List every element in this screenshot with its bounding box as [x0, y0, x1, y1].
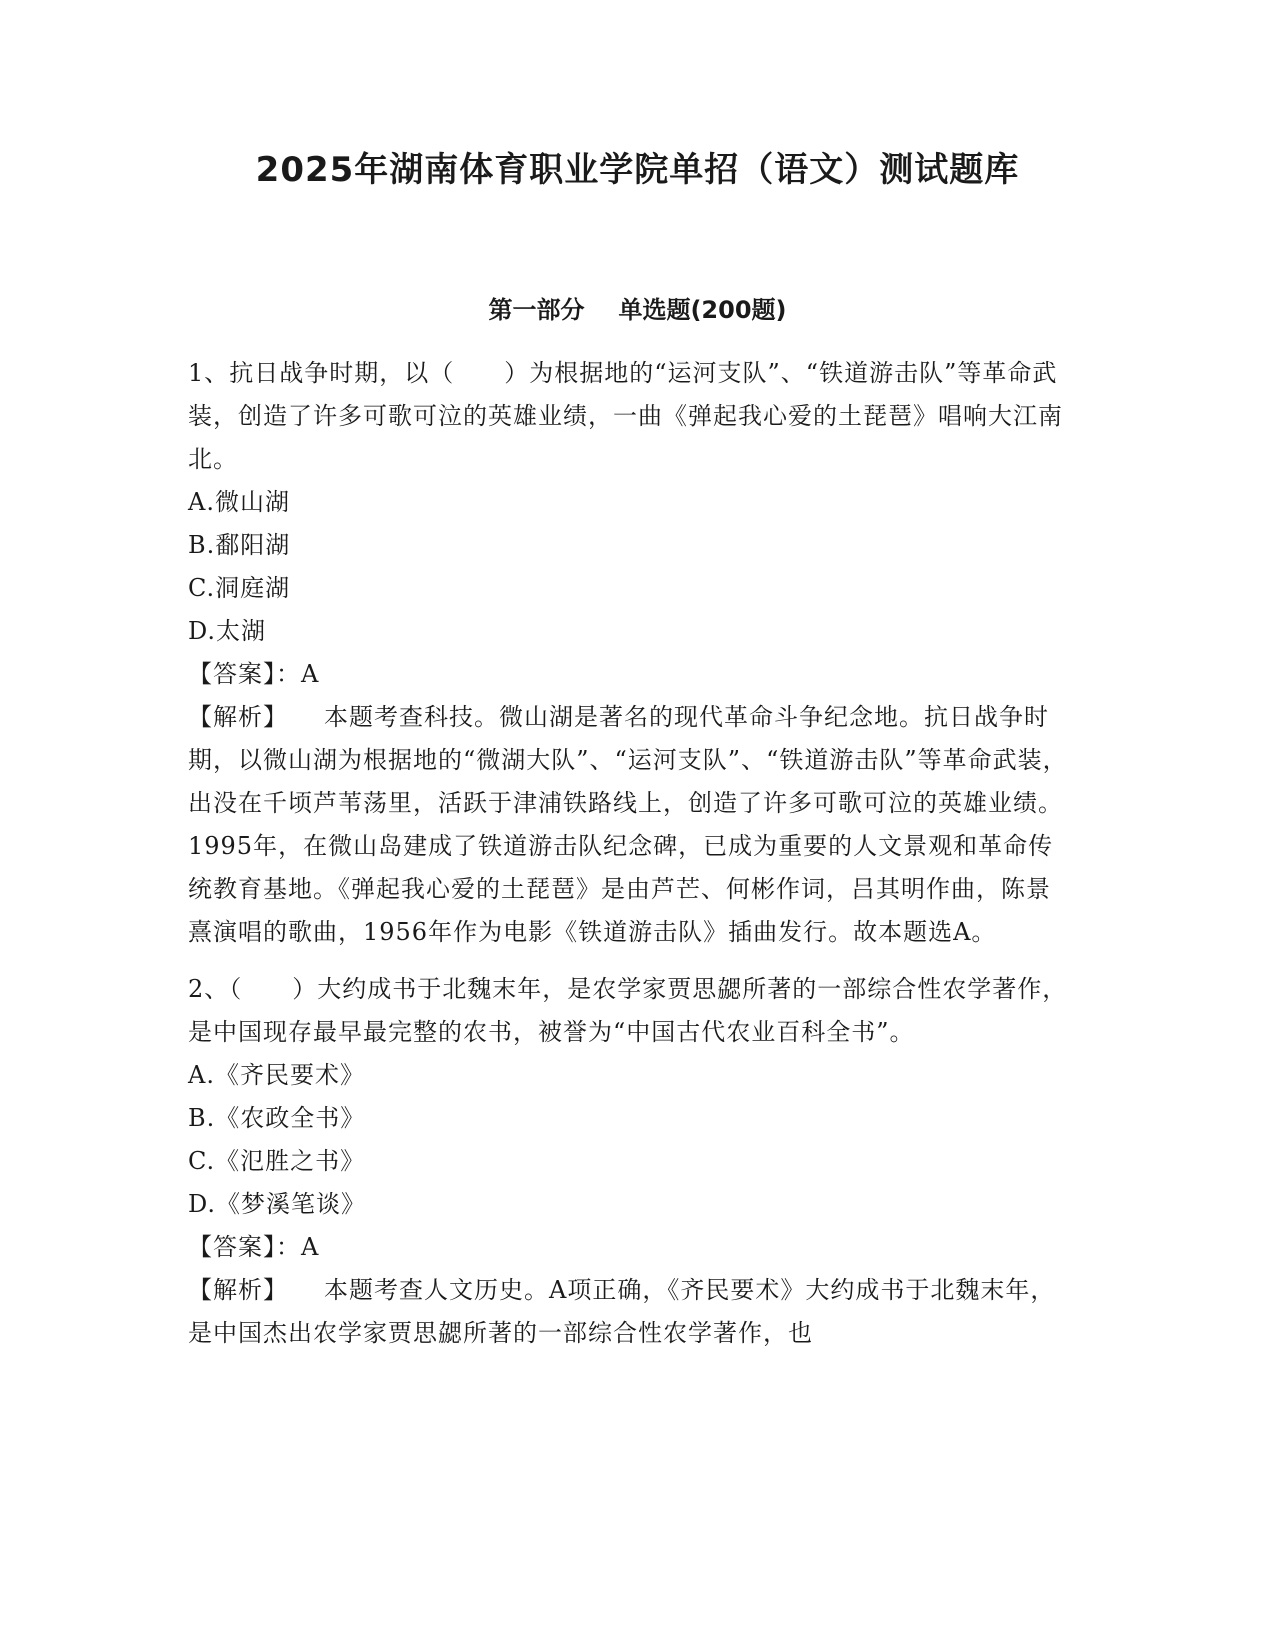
option-b: B.鄱阳湖 — [188, 531, 291, 559]
explanation — [188, 1269, 1068, 1355]
option-a: A.《齐民要术》 — [188, 1061, 365, 1089]
answer-line — [188, 1226, 1068, 1269]
option-b: B.《农政全书》 — [188, 1104, 366, 1132]
answer-value: ：A — [276, 660, 320, 688]
section-name: 单选题(200题) — [618, 296, 787, 324]
explanation-text: 本题考查人文历史。A项正确，《齐民要术》大约成书于北魏末年，是中国杰出农学家贾思勰所著的一部综合性农学著作，也 — [188, 1276, 1056, 1347]
explanation-label: 【解析】 — [188, 703, 288, 731]
option-a: A.微山湖 — [188, 488, 290, 516]
answer-value: ：A — [276, 1233, 320, 1261]
question-list — [188, 352, 1068, 1369]
option-d: D.《梦溪笔谈》 — [188, 1190, 367, 1218]
question-stem: 1、抗日战争时期，以（ ）为根据地的“运河支队”、“铁道游击队”等革命武装，创造了许多可歌可泣的英雄业绩，一曲《弹起我心爱的土琵琶》唱响大江南北。 — [188, 359, 1063, 473]
explanation-text: 本题考查科技。微山湖是著名的现代革命斗争纪念地。抗日战争时期，以微山湖为根据地的“微湖大队”、“运河支队”、“铁道游击队”等革命武装，出没在千顷芦苇荡里，活跃于津浦铁路线上，创造了许多可歌可泣的英雄业绩。1995年，在微山岛建成了铁道游击队纪念碑，已成为重要的人文景观和革命传统教育基地。《弹起我心爱的土琵琶》是由芦芒、何彬作词，吕其明作曲，陈景熹演唱的歌曲，1956年作为电影《铁道游击队》插曲发行。故本题选A。 — [188, 703, 1068, 946]
explanation — [188, 696, 1068, 954]
answer-line — [188, 653, 1068, 696]
question-stem: 2、（ ）大约成书于北魏末年，是农学家贾思勰所著的一部综合性农学著作，是中国现存最早最完整的农书，被誉为“中国古代农业百科全书”。 — [188, 975, 1068, 1046]
document-title: 2025年湖南体育职业学院单招（语文）测试题库 — [255, 150, 1020, 190]
answer-label: 【答案】 — [188, 1233, 276, 1261]
answer-label: 【答案】 — [188, 660, 276, 688]
option-c: C.洞庭湖 — [188, 574, 291, 602]
section-part: 第一部分 — [488, 296, 585, 324]
option-c: C.《氾胜之书》 — [188, 1147, 366, 1175]
option-d: D.太湖 — [188, 617, 267, 645]
question-1 — [188, 352, 1068, 954]
explanation-label: 【解析】 — [188, 1276, 288, 1304]
section-heading — [0, 290, 1275, 325]
question-2 — [188, 968, 1068, 1355]
